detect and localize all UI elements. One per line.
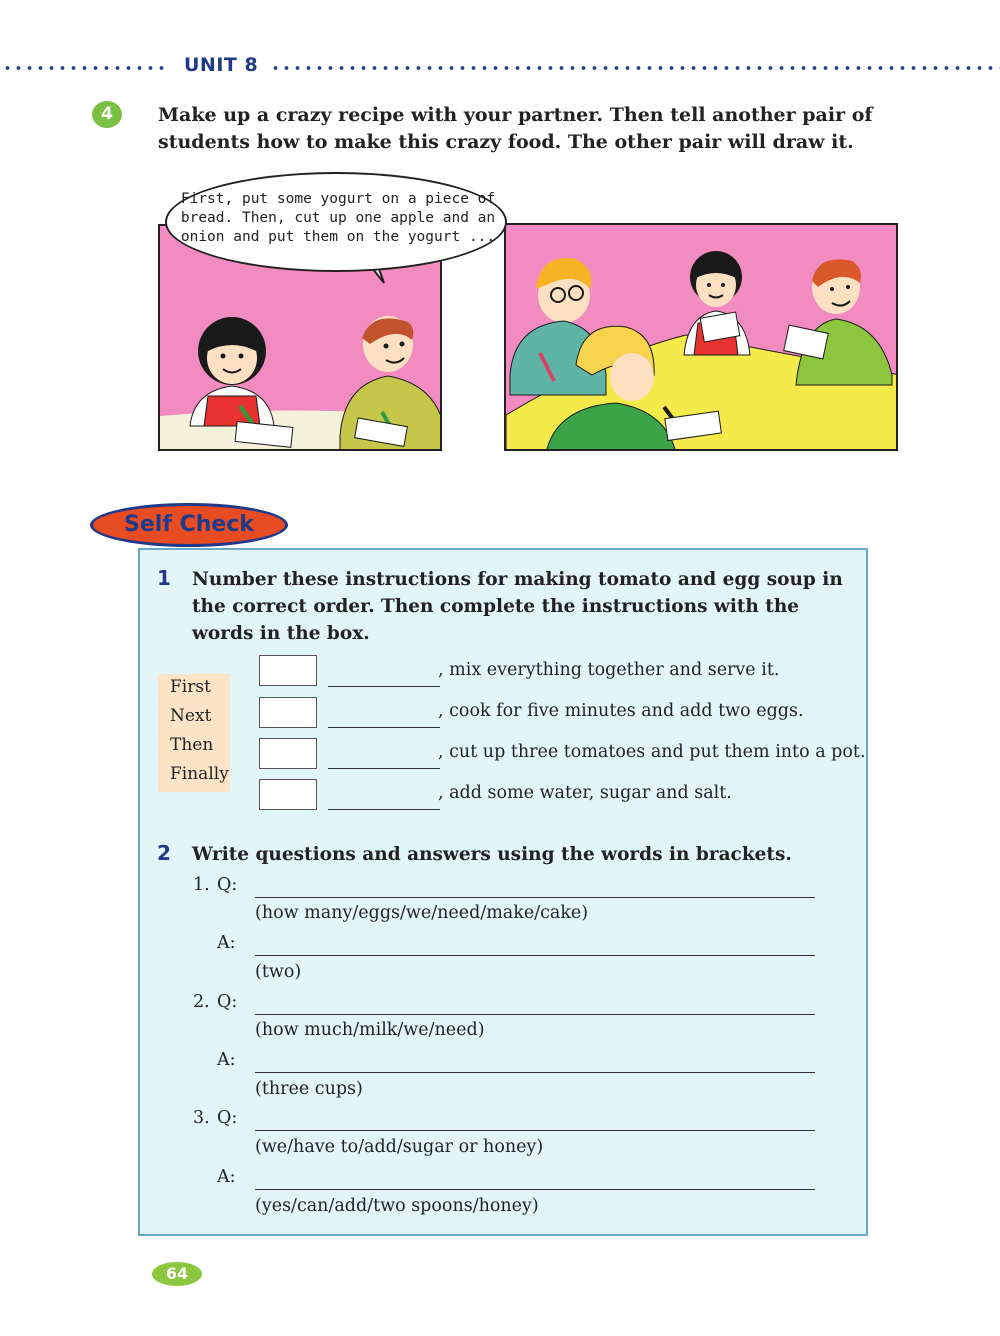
dotted-rule-left: [2, 66, 168, 70]
self-check-panel: [138, 548, 868, 1236]
four-students-illustration: [506, 225, 898, 451]
word-blank-line[interactable]: [328, 809, 440, 810]
question-label: Q:: [217, 875, 238, 895]
self-check-badge: [90, 503, 288, 547]
word-box-item: Finally: [170, 764, 229, 784]
speech-bubble: [165, 172, 507, 272]
answer-line[interactable]: [255, 955, 815, 956]
word-box-item: First: [170, 677, 211, 697]
qa-item-number: 3.: [193, 1108, 210, 1128]
question-label: Q:: [217, 992, 238, 1012]
question-2-number: 2: [157, 841, 171, 865]
prompt-hint: (we/have to/add/sugar or honey): [255, 1137, 544, 1157]
instruction-step: , cut up three tomatoes and put them into a pot.: [438, 742, 866, 762]
question-1-instruction: Number these instructions for making tomato and egg soup in the correct order. Then complete the instructions with the words in the box.: [192, 569, 843, 644]
comic-panel-right: [504, 223, 898, 451]
answer-line[interactable]: [255, 1189, 815, 1190]
self-check-title: Self Check: [124, 512, 254, 537]
word-box: [158, 674, 230, 792]
answer-label: A:: [217, 1167, 236, 1187]
answer-line[interactable]: [255, 1072, 815, 1073]
word-box-item: Next: [170, 706, 212, 726]
question-1-number: 1: [157, 566, 171, 590]
qa-item-number: 1.: [193, 875, 210, 895]
prompt-hint: (how many/eggs/we/need/make/cake): [255, 903, 589, 923]
page-number: 64: [152, 1262, 202, 1286]
instruction-step: , mix everything together and serve it.: [438, 660, 780, 680]
instruction-step: , add some water, sugar and salt.: [438, 783, 732, 803]
answer-line[interactable]: [255, 1014, 815, 1015]
unit-header: [0, 54, 1000, 80]
speech-bubble-text: First, put some yogurt on a piece of bread. Then, cut up one apple and an onion and put them on the yogurt ...: [180, 191, 496, 245]
order-number-box[interactable]: [259, 779, 317, 810]
answer-line[interactable]: [255, 1130, 815, 1131]
answer-label: A:: [217, 1050, 236, 1070]
qa-item-number: 2.: [193, 992, 210, 1012]
answer-label: A:: [217, 933, 236, 953]
word-box-item: Then: [170, 735, 214, 755]
activity-instruction: Make up a crazy recipe with your partner. Then tell another pair of students how to make this crazy food. The other pair will draw it.: [158, 104, 873, 153]
word-blank-line[interactable]: [328, 768, 440, 769]
answer-line[interactable]: [255, 897, 815, 898]
word-blank-line[interactable]: [328, 727, 440, 728]
instruction-step: , cook for five minutes and add two eggs.: [438, 701, 804, 721]
question-label: Q:: [217, 1108, 238, 1128]
order-number-box[interactable]: [259, 738, 317, 769]
activity-number-badge: 4: [92, 101, 122, 128]
prompt-hint: (two): [255, 962, 302, 982]
word-blank-line[interactable]: [328, 686, 440, 687]
order-number-box[interactable]: [259, 655, 317, 686]
question-2-instruction: Write questions and answers using the words in brackets.: [192, 844, 792, 865]
unit-title: UNIT 8: [184, 54, 259, 76]
prompt-hint: (yes/can/add/two spoons/honey): [255, 1196, 539, 1216]
order-number-box[interactable]: [259, 697, 317, 728]
prompt-hint: (how much/milk/we/need): [255, 1020, 485, 1040]
dotted-rule-right: [270, 66, 1000, 70]
prompt-hint: (three cups): [255, 1079, 363, 1099]
